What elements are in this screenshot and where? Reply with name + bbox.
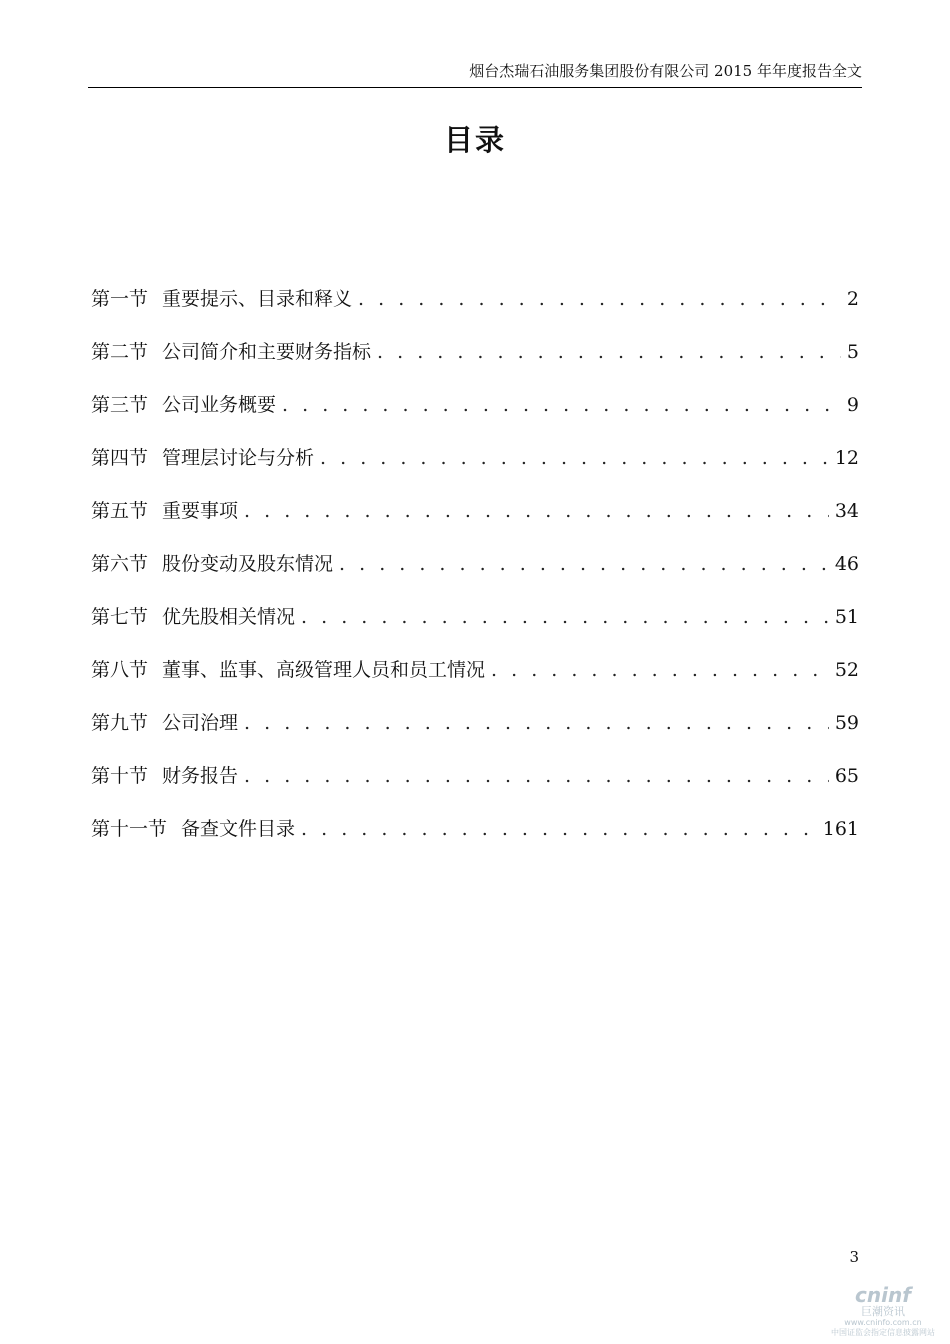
watermark-logo: cninf <box>855 1283 911 1307</box>
toc-section-number: 第四节 <box>91 447 149 469</box>
toc-leader-dots <box>282 394 841 416</box>
toc-entry[interactable] <box>91 496 859 549</box>
toc-entry[interactable] <box>91 761 859 814</box>
toc-entry[interactable] <box>91 443 859 496</box>
toc-entry[interactable] <box>91 549 859 602</box>
toc-section-number: 第十节 <box>91 765 149 787</box>
toc-leader-dots <box>320 447 829 469</box>
page-title: 目录 <box>443 123 506 157</box>
watermark-caption: 中国证监会指定信息披露网站 <box>831 1328 935 1337</box>
toc-section-title: 股份变动及股东情况 <box>162 553 334 575</box>
toc-entry[interactable] <box>91 814 859 867</box>
toc-section-number: 第一节 <box>91 288 149 310</box>
watermark-url: www.cninfo.com.cn <box>844 1318 922 1327</box>
toc-section-number: 第七节 <box>91 606 149 628</box>
toc-page-number: 59 <box>834 712 859 734</box>
toc-leader-dots <box>358 288 841 310</box>
toc-page-number: 5 <box>846 341 859 363</box>
toc-page-number: 46 <box>834 553 859 575</box>
toc-section-title: 公司业务概要 <box>162 394 277 416</box>
toc-section-number: 第六节 <box>91 553 149 575</box>
toc-page-number: 161 <box>822 818 859 840</box>
toc-page-number: 65 <box>834 765 859 787</box>
toc-leader-dots <box>244 765 829 787</box>
toc-section-title: 备查文件目录 <box>181 818 296 840</box>
toc-leader-dots <box>377 341 841 363</box>
toc-section-title: 重要提示、目录和释义 <box>162 288 353 310</box>
toc-section-title: 管理层讨论与分析 <box>162 447 315 469</box>
toc-section-number: 第十一节 <box>91 818 168 840</box>
toc-page-number: 12 <box>834 447 859 469</box>
toc-leader-dots <box>301 818 817 840</box>
toc-entry[interactable] <box>91 284 859 337</box>
toc-leader-dots <box>244 500 829 522</box>
toc-section-number: 第九节 <box>91 712 149 734</box>
toc-section-title: 优先股相关情况 <box>162 606 296 628</box>
toc-page-number: 52 <box>834 659 859 681</box>
toc-section-number: 第五节 <box>91 500 149 522</box>
page-number: 3 <box>849 1248 859 1266</box>
watermark <box>828 1285 938 1338</box>
toc-section-title: 公司治理 <box>162 712 239 734</box>
toc-leader-dots <box>339 553 829 575</box>
toc-section-title: 董事、监事、高级管理人员和员工情况 <box>162 659 486 681</box>
watermark-brand: 巨潮资讯 <box>861 1305 905 1318</box>
toc-leader-dots <box>491 659 829 681</box>
header-divider <box>88 87 862 88</box>
toc-section-title: 公司简介和主要财务指标 <box>162 341 372 363</box>
toc-page-number: 2 <box>846 288 859 310</box>
toc-section-title: 财务报告 <box>162 765 239 787</box>
toc-section-number: 第三节 <box>91 394 149 416</box>
toc-page-number: 51 <box>834 606 859 628</box>
toc-page-number: 9 <box>846 394 859 416</box>
toc-entry[interactable] <box>91 390 859 443</box>
toc-entry[interactable] <box>91 655 859 708</box>
toc-entry[interactable] <box>91 337 859 390</box>
toc-entry[interactable] <box>91 602 859 655</box>
toc-leader-dots <box>244 712 829 734</box>
running-header: 烟台杰瑞石油服务集团股份有限公司 2015 年年度报告全文 <box>469 62 862 80</box>
toc-section-number: 第八节 <box>91 659 149 681</box>
toc-section-title: 重要事项 <box>162 500 239 522</box>
table-of-contents <box>91 284 859 867</box>
toc-entry[interactable] <box>91 708 859 761</box>
toc-section-number: 第二节 <box>91 341 149 363</box>
toc-leader-dots <box>301 606 829 628</box>
toc-page-number: 34 <box>834 500 859 522</box>
